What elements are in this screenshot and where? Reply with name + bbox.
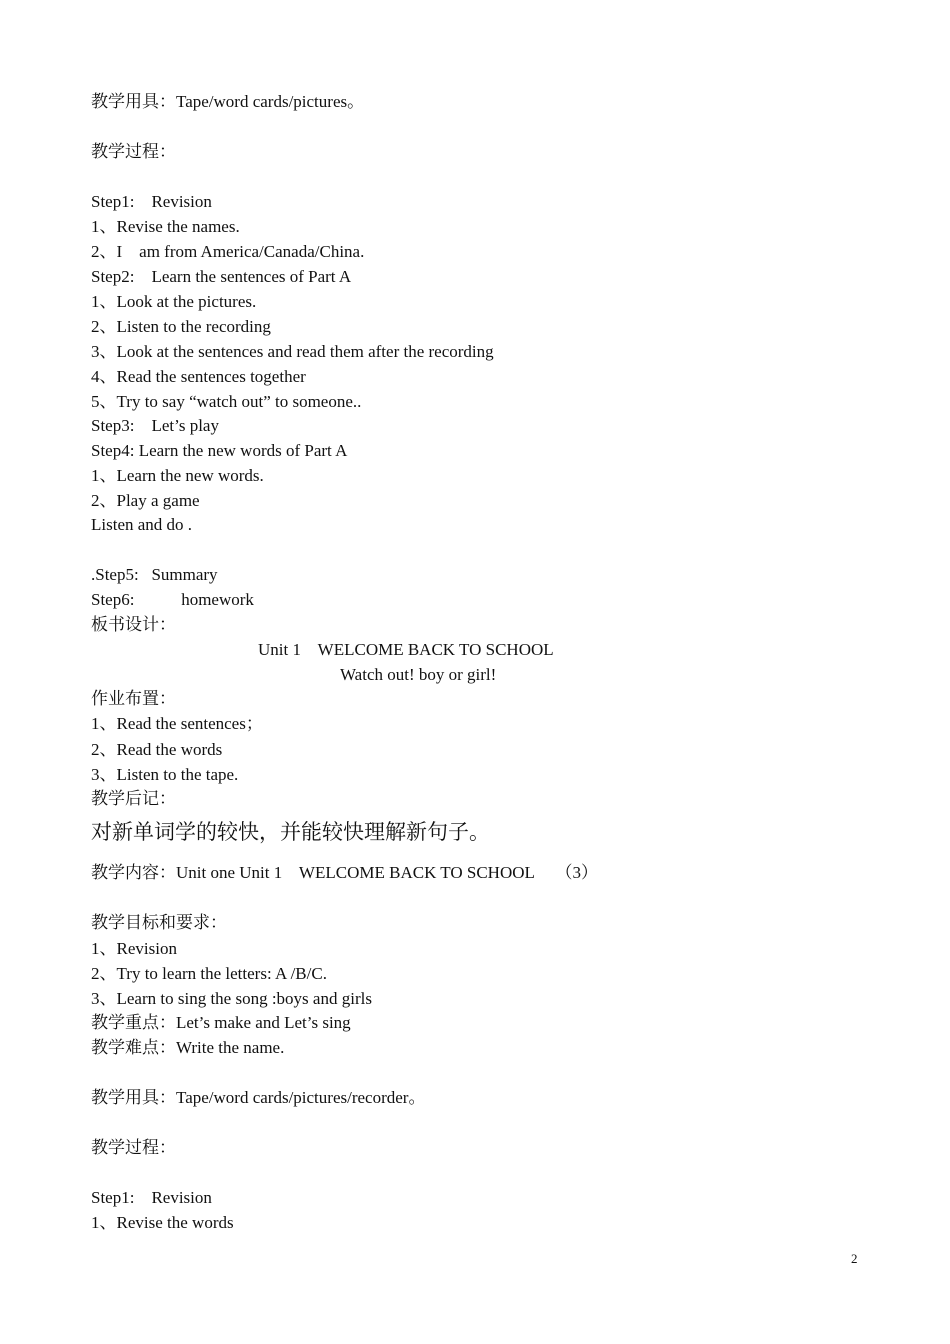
text-line: 教学用具：Tape/word cards/pictures/recorder。: [91, 1088, 426, 1107]
reflection-text: 对新单词学的较快，并能较快理解新句子。: [91, 820, 490, 844]
list-item: 3、Look at the sentences and read them after the recording: [91, 342, 494, 361]
step-heading: Step4: Learn the new words of Part A: [91, 441, 348, 460]
step-heading: Step1: Revision: [91, 1188, 212, 1207]
page-number: 2: [851, 1251, 858, 1266]
text-line: 教学重点：Let’s make and Let’s sing: [91, 1013, 351, 1032]
board-subtitle: Watch out! boy or girl!: [340, 665, 497, 684]
list-item: 2、I am from America/Canada/China.: [91, 242, 365, 261]
list-item: 1、Learn the new words.: [91, 466, 264, 485]
list-item: 2、Play a game: [91, 491, 200, 510]
section-heading: 教学后记：: [91, 789, 176, 808]
lesson-content: 教学内容：Unit one Unit 1 WELCOME BACK TO SCHOOL （3）: [91, 863, 599, 882]
list-item: 1、Revision: [91, 939, 177, 958]
section-heading: 板书设计：: [91, 615, 176, 634]
list-item: 1、Revise the names.: [91, 217, 240, 236]
section-heading: 作业布置：: [91, 689, 176, 708]
section-heading: 教学过程：: [91, 142, 176, 161]
board-title: Unit 1 WELCOME BACK TO SCHOOL: [258, 640, 554, 659]
text-line: 教学用具：Tape/word cards/pictures。: [91, 92, 365, 111]
step-heading: .Step5: Summary: [91, 565, 218, 584]
list-item: 5、Try to say “watch out” to someone..: [91, 392, 362, 411]
list-item: 4、Read the sentences together: [91, 367, 306, 386]
list-item: 3、Listen to the tape.: [91, 765, 239, 784]
list-item: 2、Read the words: [91, 740, 223, 759]
step-heading: Step1: Revision: [91, 192, 212, 211]
list-item: 3、Learn to sing the song :boys and girls: [91, 989, 372, 1008]
step-heading: Step2: Learn the sentences of Part A: [91, 267, 352, 286]
list-item: 1、Look at the pictures.: [91, 292, 257, 311]
text-line: 教学难点：Write the name.: [91, 1038, 285, 1057]
list-item: 1、Read the sentences；: [91, 714, 263, 733]
step-heading: Step3: Let’s play: [91, 416, 219, 435]
list-item: 1、Revise the words: [91, 1213, 234, 1232]
list-item: 2、Listen to the recording: [91, 317, 271, 336]
list-item: 2、Try to learn the letters: A /B/C.: [91, 964, 327, 983]
text-line: Listen and do .: [91, 515, 193, 534]
section-heading: 教学过程：: [91, 1138, 176, 1157]
step-heading: Step6: homework: [91, 590, 254, 609]
section-heading: 教学目标和要求：: [91, 913, 227, 932]
